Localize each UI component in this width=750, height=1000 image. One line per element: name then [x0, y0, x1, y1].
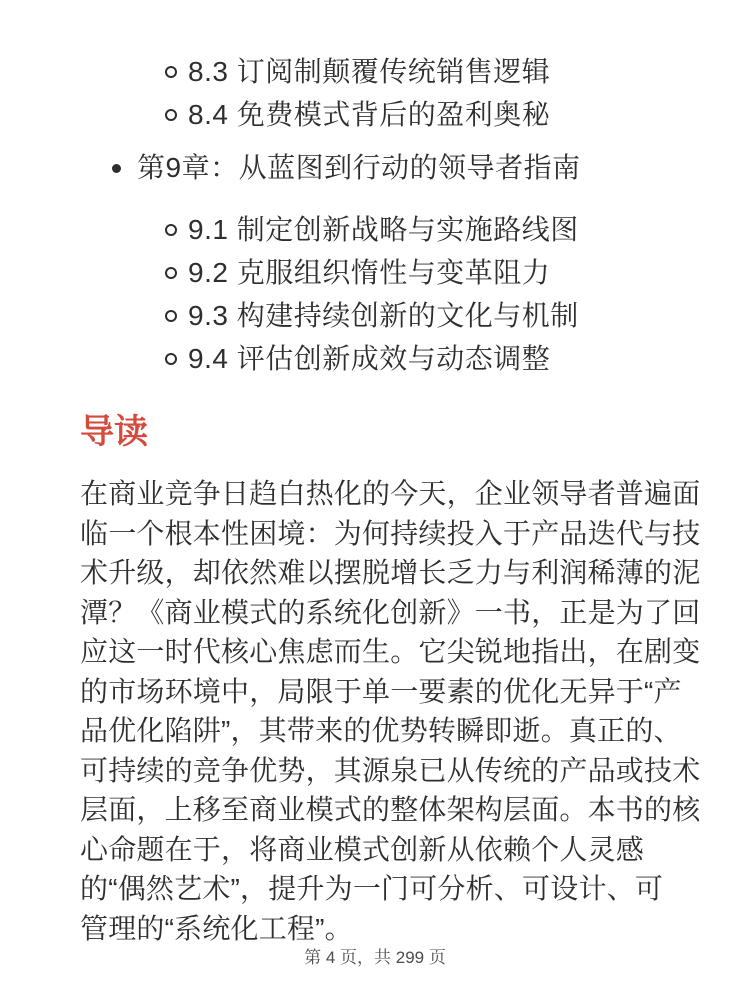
intro-paragraph [0, 474, 701, 948]
toc-item-label: 8.4 免费模式背后的盈利奥秘 [188, 99, 551, 130]
paragraph-line: 在商业竞争日趋白热化的今天，企业领导者普遍面 [80, 478, 701, 509]
circle-bullet-icon [165, 310, 177, 322]
paragraph-line: 的“偶然艺术”，提升为一门可分析、可设计、可 [80, 873, 664, 904]
toc-item-label: 8.3 订阅制颠覆传统销售逻辑 [188, 56, 551, 87]
toc-item-9-4 [0, 345, 750, 373]
disc-bullet-icon [112, 164, 121, 173]
toc-item-label: 9.3 构建持续创新的文化与机制 [188, 300, 579, 331]
paragraph-line: 临一个根本性困境：为何持续投入于产品迭代与技 [80, 517, 701, 549]
paragraph-line: 层面，上移至商业模式的整体架构层面。本书的核 [80, 794, 701, 825]
circle-bullet-icon [165, 109, 177, 121]
paragraph-line: 的市场环境中，局限于单一要素的优化无异于“产 [80, 675, 682, 707]
paragraph-line: 应这一时代核心焦虑而生。它尖锐地指出，在剧变 [80, 636, 701, 667]
paragraph-line: 可持续的竞争优势，其源泉已从传统的产品或技术 [80, 754, 701, 786]
paragraph-line: 管理的“系统化工程”。 [80, 912, 353, 944]
table-of-contents [0, 0, 750, 373]
toc-item-9-2 [0, 259, 750, 287]
toc-chapter-9 [0, 154, 750, 182]
toc-item-9-3 [0, 302, 750, 330]
circle-bullet-icon [165, 353, 177, 365]
circle-bullet-icon [165, 224, 177, 236]
section-heading-daodu: 导读 [80, 413, 148, 451]
paragraph-line: 潭？《商业模式的系统化创新》一书，正是为了回 [80, 596, 701, 628]
paragraph-line: 心命题在于，将商业模式创新从依赖个人灵感 [80, 833, 645, 865]
toc-item-label: 9.4 评估创新成效与动态调整 [188, 343, 551, 374]
paragraph-line: 品优化陷阱”，其带来的优势转瞬即逝。真正的、 [80, 715, 682, 746]
toc-item-label: 9.2 克服组织惰性与变革阻力 [188, 257, 551, 288]
toc-item-8-3 [0, 58, 750, 86]
circle-bullet-icon [165, 66, 177, 78]
toc-item-9-1 [0, 216, 750, 244]
page-number-indicator: 第 4 页，共 299 页 [304, 948, 446, 967]
paragraph-line: 术升级，却依然难以摆脱增长乏力与利润稀薄的泥 [80, 557, 701, 588]
circle-bullet-icon [165, 267, 177, 279]
toc-chapter-label: 第9章：从蓝图到行动的领导者指南 [137, 152, 581, 183]
toc-item-label: 9.1 制定创新战略与实施路线图 [188, 214, 579, 245]
toc-item-8-4 [0, 101, 750, 129]
